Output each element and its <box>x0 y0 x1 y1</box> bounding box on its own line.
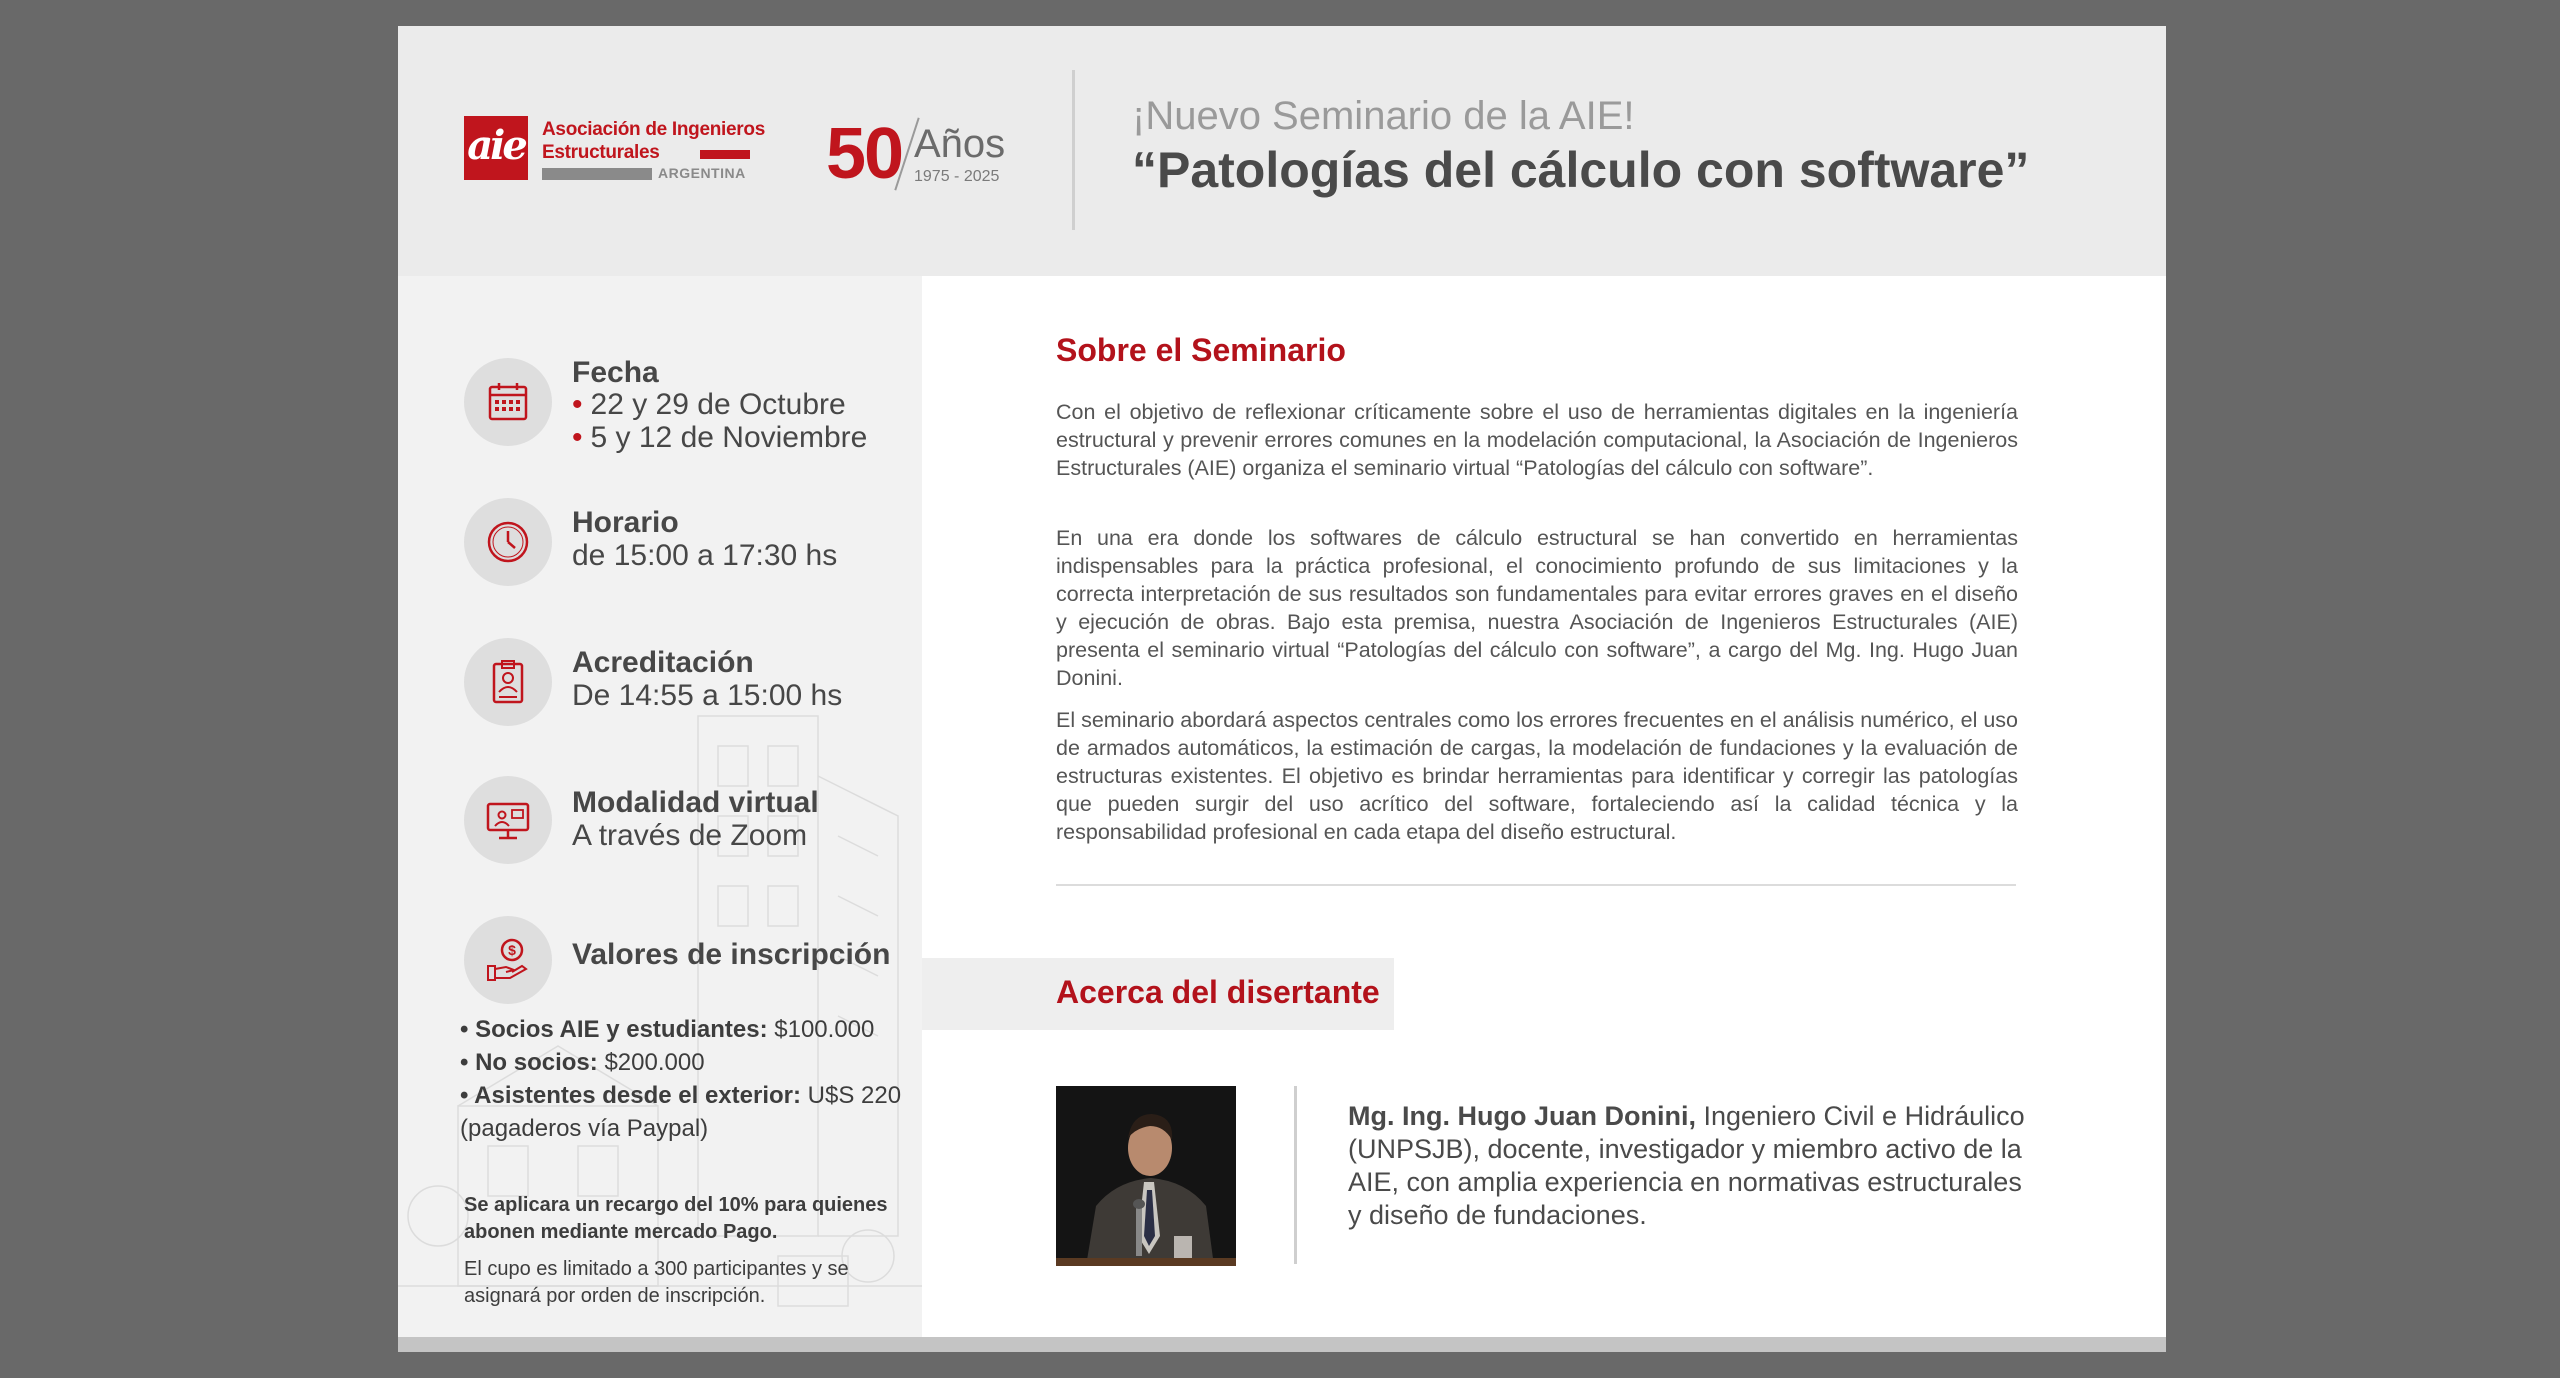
accreditation-label: Acreditación <box>572 646 754 679</box>
fee-paypal-note: (pagaderos vía Paypal) <box>460 1115 709 1142</box>
fee-who: • Asistentes desde el exterior: <box>460 1082 801 1109</box>
about-speaker-title: Acerca del disertante <box>1056 974 1380 1010</box>
bottom-bar <box>398 1337 2166 1352</box>
bullet: • <box>572 388 583 421</box>
accreditation-icon-circle <box>464 638 552 726</box>
flyer-card <box>398 26 2166 1352</box>
sidebar <box>398 276 922 1337</box>
speaker-photo <box>1056 1086 1236 1266</box>
section-divider <box>1056 884 2016 886</box>
about-seminar-title: Sobre el Seminario <box>1056 332 1346 368</box>
header-kicker: ¡Nuevo Seminario de la AIE! <box>1132 94 1635 138</box>
date-value-2: 5 y 12 de Noviembre <box>590 421 868 454</box>
mode-icon-circle <box>464 776 552 864</box>
fee-item-members <box>460 1016 874 1044</box>
fee-price: $100.000 <box>774 1016 875 1043</box>
fee-item-abroad <box>460 1082 901 1110</box>
surcharge-note: Se aplicara un recargo del 10% para quienes abonen mediante mercado Pago. <box>464 1194 888 1243</box>
speaker-bio <box>1348 1100 2038 1232</box>
fee-price: $200.000 <box>604 1049 705 1076</box>
fee-who: • No socios: <box>460 1049 598 1076</box>
clock-icon <box>484 518 532 566</box>
speaker-name: Mg. Ing. Hugo Juan Donini, <box>1348 1101 1696 1131</box>
capacity-note: El cupo es limitado a 300 participantes y se asignará por orden de inscripción. <box>464 1258 849 1307</box>
accreditation-value: De 14:55 a 15:00 hs <box>572 679 843 712</box>
time-label: Horario <box>572 506 679 539</box>
fees-icon-circle <box>464 916 552 1004</box>
logo-org-line2: Estructurales <box>542 142 660 163</box>
header-divider <box>1072 70 1075 230</box>
date-value-1: 22 y 29 de Octubre <box>590 388 846 421</box>
date-line-2 <box>572 421 867 455</box>
badge-icon <box>484 658 532 706</box>
header-title: “Patologías del cálculo con software” <box>1132 142 2030 198</box>
anniversary-word: Años <box>914 122 1006 166</box>
logo-country: ARGENTINA <box>658 165 746 181</box>
about-seminar-paragraph-1: Con el objetivo de reflexionar críticamente sobre el uso de herramientas digitales en la ingeniería estructural y prevenir errores comunes en la modelación computacional, la Asociación de Ingenieros Estructurales (AIE) organiza el seminario virtual “Patologías del cálculo con software”. <box>1056 400 2018 480</box>
anniversary-years: 1975 - 2025 <box>914 168 1000 185</box>
monitor-icon <box>484 796 532 844</box>
time-value: de 15:00 a 17:30 hs <box>572 539 838 572</box>
time-icon-circle <box>464 498 552 586</box>
logo-rule <box>700 150 750 159</box>
header <box>398 26 2166 276</box>
calendar-icon <box>484 378 532 426</box>
speaker-divider <box>1294 1086 1297 1264</box>
mode-label: Modalidad virtual <box>572 786 819 819</box>
bullet: • <box>572 421 583 454</box>
about-seminar-paragraph-2: En una era donde los softwares de cálculo estructural se han convertido en herramientas indispensables para la práctica profesional, el conocimiento profundo de sus limitaciones y la correcta interpretación de sus resultados son fundamentales para evitar errores graves en el diseño y ejecución de obras. Bajo esta premisa, nuestra Asociación de Ingenieros Estructurales (AIE) presenta el seminario virtual “Patologías del cálculo con software”, a cargo del Mg. Ing. Hugo Juan Donini. <box>1056 526 2018 690</box>
speaker-photo-illustration <box>1056 1086 1236 1266</box>
logo-mark: aie <box>464 116 528 180</box>
fees-label: Valores de inscripción <box>572 938 891 971</box>
fee-who: • Socios AIE y estudiantes: <box>460 1016 768 1043</box>
money-hand-icon <box>484 936 532 984</box>
date-label: Fecha <box>572 356 659 389</box>
mode-value: A través de Zoom <box>572 819 808 852</box>
date-line-1 <box>572 388 846 422</box>
svg-text:$: $ <box>508 942 516 958</box>
about-seminar-paragraph-3: El seminario abordará aspectos centrales como los errores frecuentes en el análisis numérico, el uso de armados automáticos, la estimación de cargas, la modelación de fundaciones y la evaluación de estructuras existentes. El objetivo es brindar herramientas para identificar y corregir las patologías que pueden surgir del uso acrítico del software, fortaleciendo así la calidad técnica y la responsabilidad profesional en cada etapa del diseño estructural. <box>1056 708 2018 844</box>
logo-org-line1: Asociación de Ingenieros <box>542 119 765 140</box>
speaker-description: Ingeniero Civil e Hidráulico (UNPSJB), docente, investigador y miembro activo de la AIE, con amplia experiencia en normativas estructurales y diseño de fundaciones. <box>1348 1101 2025 1230</box>
logo-rule-grey <box>542 168 652 180</box>
fee-price: U$S 220 <box>807 1082 902 1109</box>
fee-item-non-members <box>460 1049 705 1077</box>
anniversary-number: 50 <box>826 114 903 194</box>
date-icon-circle <box>464 358 552 446</box>
